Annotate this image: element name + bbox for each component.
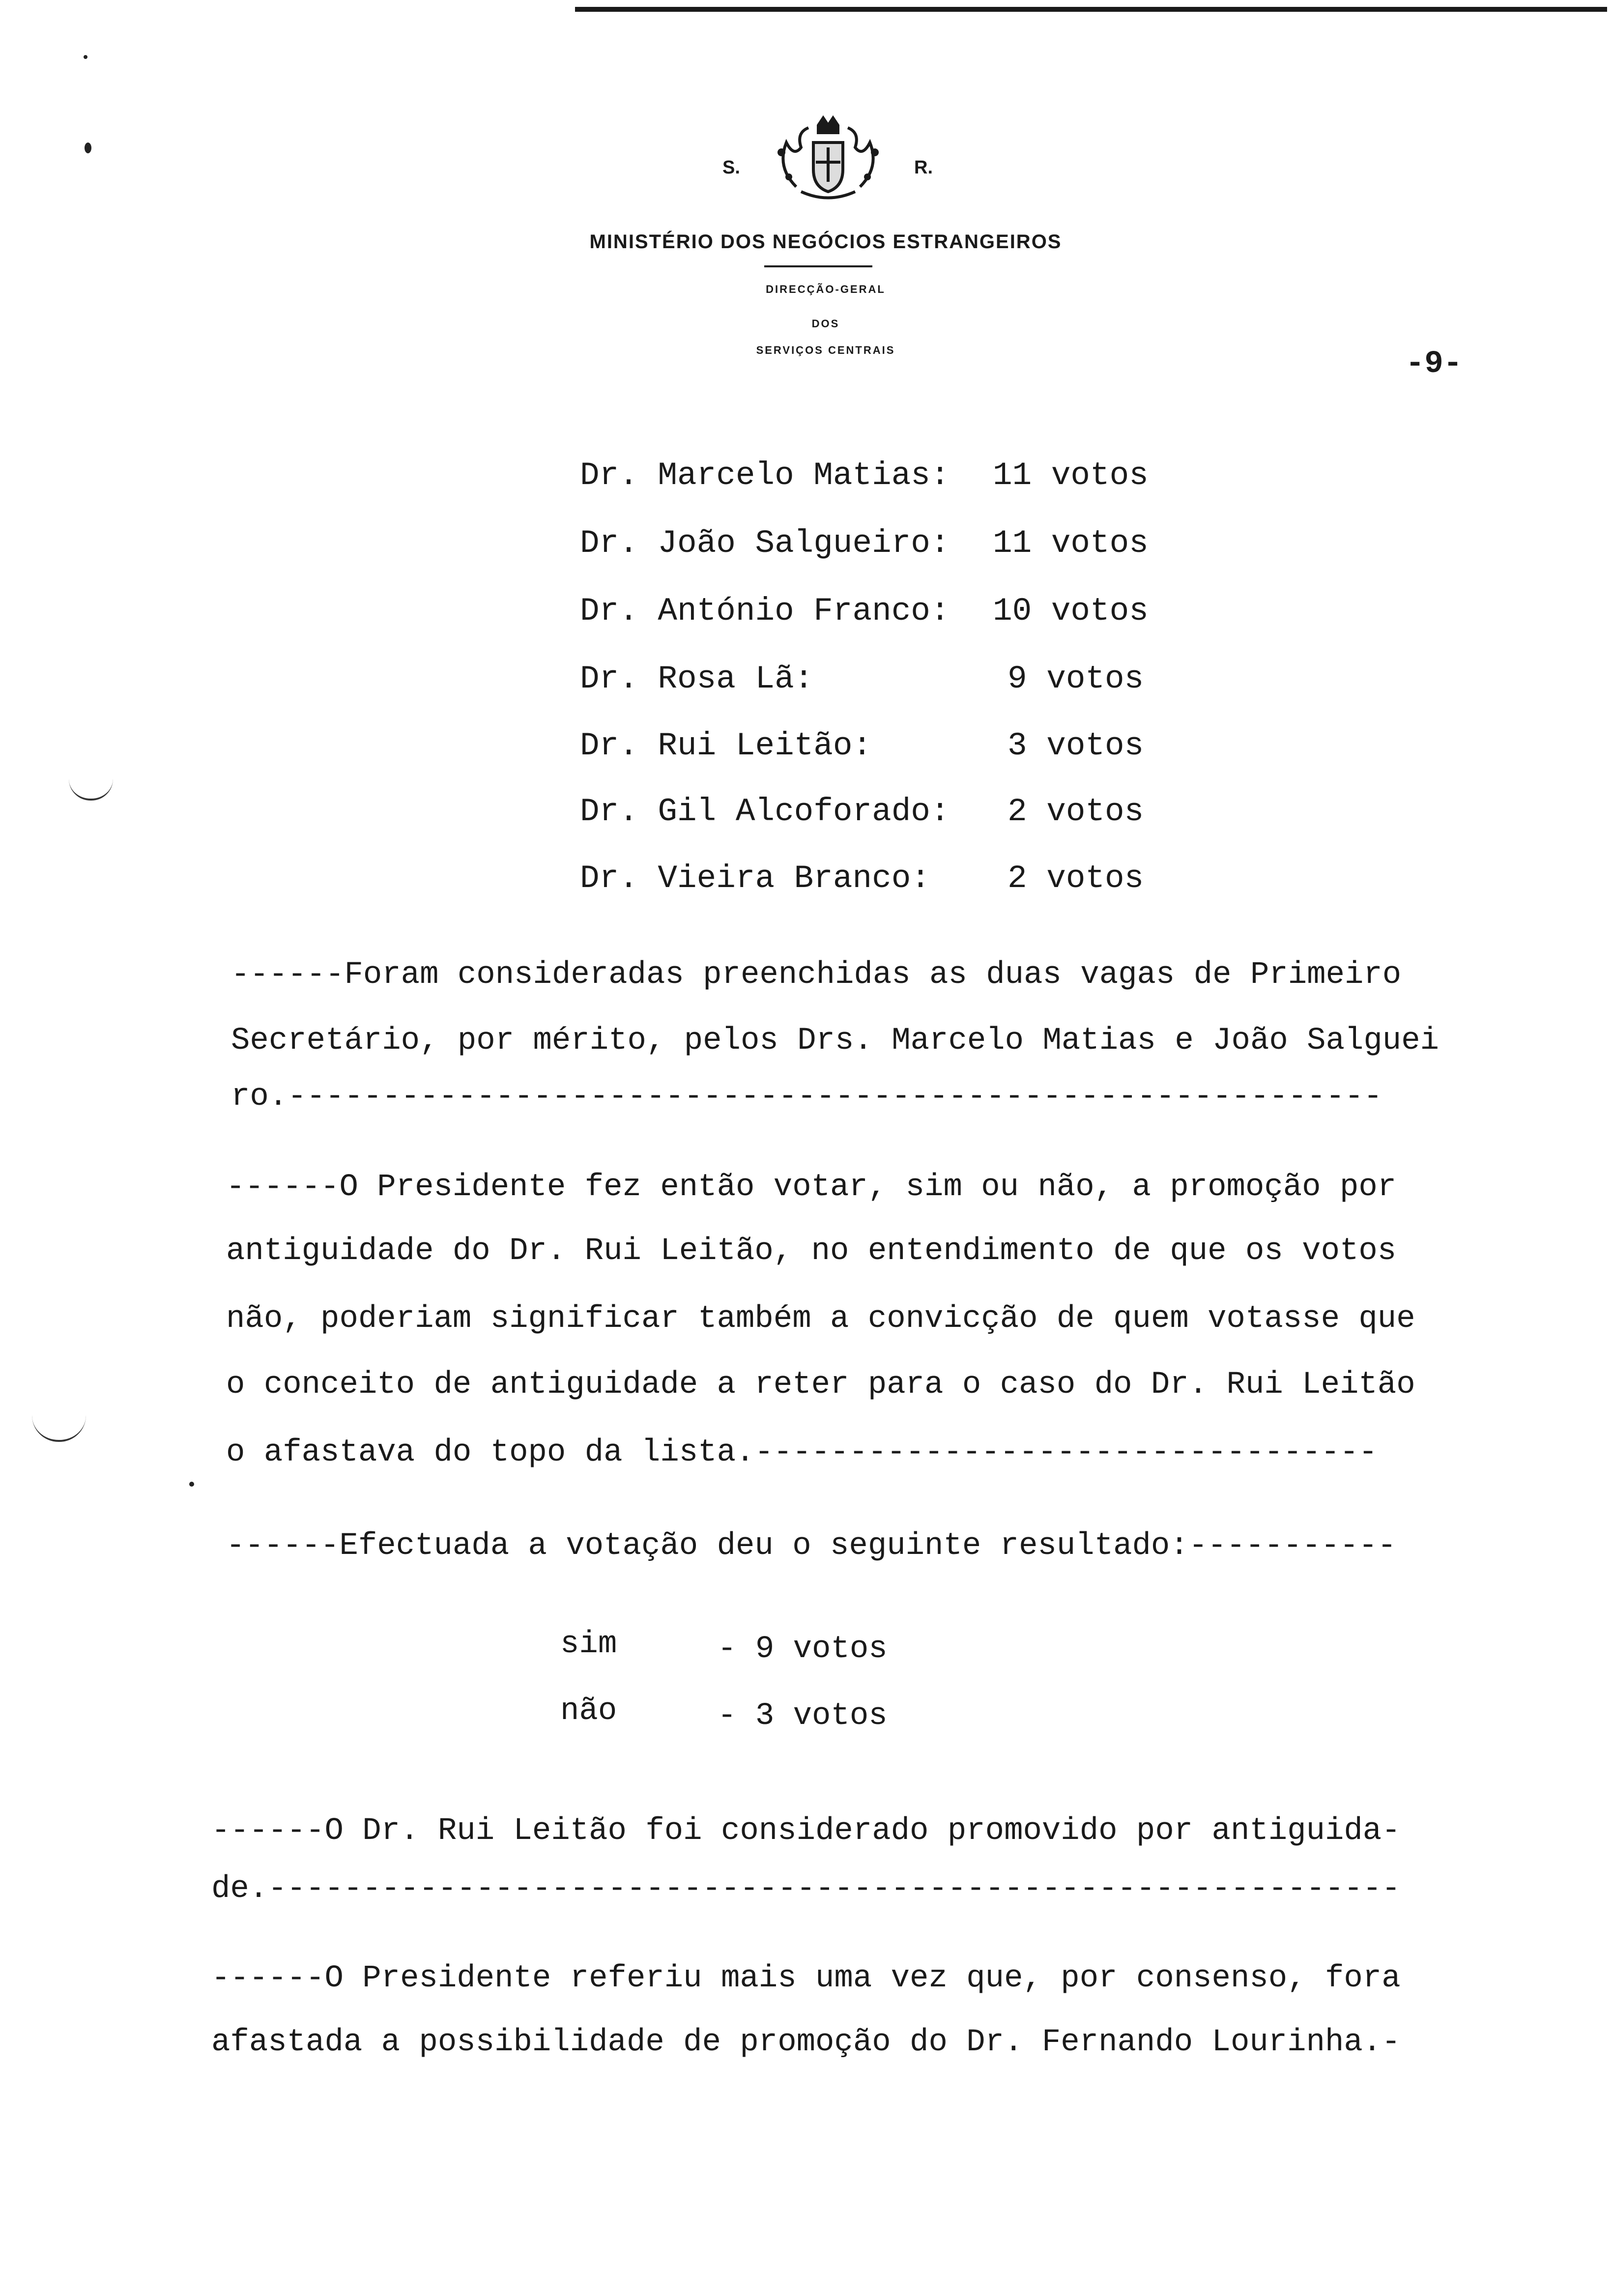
paragraph-line: ------O Dr. Rui Leitão foi considerado promovido por antiguida- (211, 1813, 1401, 1849)
letterhead-initial-s: S. (722, 157, 740, 178)
scan-speck (85, 143, 91, 153)
coat-of-arms-icon (767, 113, 890, 206)
tally-label: sim (560, 1627, 617, 1662)
paragraph-line: antiguidade do Dr. Rui Leitão, no entendimento de que os votos (226, 1234, 1397, 1269)
paragraph-line: não, poderiam significar também a convicção de quem votasse que (226, 1301, 1415, 1337)
vote-row (580, 860, 1144, 904)
department-line-1: DIRECÇÃO-GERAL (766, 283, 886, 295)
scan-speck (189, 1482, 194, 1487)
candidate-name: Dr. Rosa Lã: (580, 660, 814, 697)
candidate-name: Dr. João Salgueiro: (580, 525, 950, 562)
scan-speck (84, 55, 87, 59)
vote-count: 11 votos (993, 457, 1149, 494)
page-number: -9- (1406, 346, 1463, 382)
vote-count: 3 votos (1008, 727, 1144, 764)
letterhead-initial-r: R. (914, 157, 933, 178)
top-edge-rule (575, 7, 1607, 12)
paragraph-line: ------O Presidente referiu mais uma vez que, por consenso, fora (211, 1961, 1401, 1996)
candidate-name: Dr. Marcelo Matias: (580, 457, 950, 494)
vote-count: 9 votos (1008, 660, 1144, 697)
ministry-name: MINISTÉRIO DOS NEGÓCIOS ESTRANGEIROS (589, 231, 1062, 253)
paragraph-line: afastada a possibilidade de promoção do Dr. Fernando Lourinha.- (211, 2025, 1401, 2060)
vote-row (580, 593, 1149, 637)
vote-row (580, 793, 1144, 837)
department-line-2: DOS (811, 317, 840, 330)
paragraph-line: o conceito de antiguidade a reter para o caso do Dr. Rui Leitão (226, 1367, 1415, 1403)
vote-row (580, 660, 1144, 705)
paragraph-line: ------Foram consideradas preenchidas as duas vagas de Primeiro (231, 957, 1402, 993)
department-line-3: SERVIÇOS CENTRAIS (756, 344, 895, 356)
paragraph-line: o afastava do topo da lista.--------------------------------- (226, 1435, 1378, 1470)
candidate-name: Dr. Gil Alcoforado: (580, 793, 950, 830)
paragraph-line: de.------------------------------------------------------------ (211, 1871, 1401, 1907)
vote-count: 2 votos (1008, 793, 1144, 830)
tally-value: - 9 votos (718, 1632, 888, 1667)
letterhead-rule (764, 265, 872, 267)
candidate-name: Dr. António Franco: (580, 593, 950, 630)
vote-count: 2 votos (1008, 860, 1144, 897)
tally-value: - 3 votos (718, 1698, 888, 1734)
vote-count: 10 votos (993, 593, 1149, 630)
paragraph-line: ro.---------------------------------------------------------- (231, 1079, 1382, 1115)
paragraph-line: Secretário, por mérito, pelos Drs. Marcelo Matias e João Salguei (231, 1023, 1439, 1059)
candidate-name: Dr. Vieira Branco: (580, 860, 930, 897)
paragraph-line: ------O Presidente fez então votar, sim ou não, a promoção por (226, 1170, 1397, 1205)
vote-row (580, 525, 1149, 569)
scan-mark-arc (32, 1415, 86, 1442)
paragraph-line: ------Efectuada a votação deu o seguinte resultado:----------- (226, 1528, 1397, 1564)
scan-mark-arc (69, 779, 113, 801)
tally-label: não (560, 1693, 617, 1729)
vote-row (580, 457, 1149, 501)
vote-row (580, 727, 1144, 772)
candidate-name: Dr. Rui Leitão: (580, 727, 872, 764)
vote-count: 11 votos (993, 525, 1149, 562)
